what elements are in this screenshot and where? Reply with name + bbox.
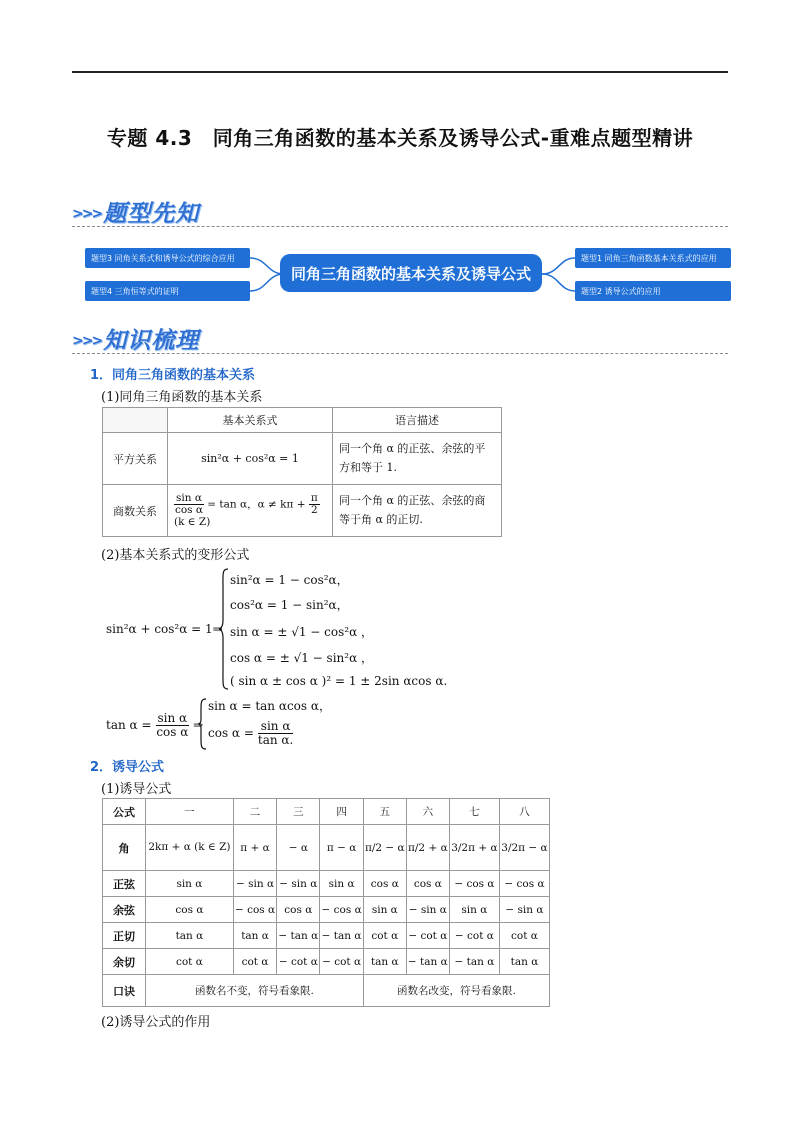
tan-identity-lhs xyxy=(106,712,203,738)
section2-heading: 2．诱导公式 xyxy=(90,760,165,775)
table-cell: cot α xyxy=(233,949,276,975)
identity-case-2: cos²α = 1 − sin²α， xyxy=(230,598,349,612)
table-cell: cos α xyxy=(277,897,320,923)
tan-case-2 xyxy=(208,720,293,746)
frac-denominator: tan α. xyxy=(257,732,294,747)
table-cell: sin α xyxy=(449,897,499,923)
frac-denominator: 2 xyxy=(311,504,318,516)
table-cell: − cos α xyxy=(233,897,276,923)
frac-denominator: cos α xyxy=(174,504,203,516)
section2-sub2: (2)诱导公式的作用 xyxy=(101,1015,211,1030)
left-brace-icon xyxy=(197,698,207,750)
table-cell: tan α xyxy=(146,923,234,949)
table-cell: cos α xyxy=(406,871,449,897)
header-col-8: 八 xyxy=(499,799,549,825)
section2-sub1: (1)诱导公式 xyxy=(101,782,172,797)
row-quotient-relation-formula xyxy=(168,485,333,537)
angle-2: π + α xyxy=(233,825,276,871)
table-cell: − sin α xyxy=(277,871,320,897)
identity-case-5: ( sin α ± cos α )² = 1 ± 2sin αcos α. xyxy=(230,674,448,688)
frac-numerator: sin α xyxy=(176,491,202,504)
formula-condition: (k ∈ Z) xyxy=(174,516,211,529)
table-cell: − tan α xyxy=(320,923,363,949)
angle-7: 3/2π + α xyxy=(449,825,499,871)
row-quotient-relation-name: 商数关系 xyxy=(103,485,168,537)
table-cell: − tan α xyxy=(277,923,320,949)
section-divider xyxy=(72,226,728,227)
mindmap-item-type2: 题型2 诱导公式的应用 xyxy=(575,281,731,301)
frac-numerator: sin α xyxy=(157,711,188,725)
frac-denominator: cos α xyxy=(156,724,189,739)
header-col-2: 二 xyxy=(233,799,276,825)
mindmap-item-type3: 题型3 同角关系式和诱导公式的综合应用 xyxy=(85,248,250,268)
section1-sub2: (2)基本关系式的变形公式 xyxy=(101,548,250,563)
row-label-tangent: 正切 xyxy=(103,923,146,949)
header-col-7: 七 xyxy=(449,799,499,825)
header-col-6: 六 xyxy=(406,799,449,825)
table-header-formula: 基本关系式 xyxy=(168,408,333,433)
table-cell: cos α xyxy=(146,897,234,923)
left-brace-icon xyxy=(218,568,230,690)
table-cell: − cos α xyxy=(449,871,499,897)
table-cell: − cot α xyxy=(277,949,320,975)
table-cell: tan α xyxy=(363,949,406,975)
table-cell: − tan α xyxy=(449,949,499,975)
frac-numerator: π xyxy=(310,491,318,504)
section1-heading: 1．同角三角函数的基本关系 xyxy=(90,368,256,383)
banner-knowledge xyxy=(72,322,199,355)
mindmap-center: 同角三角函数的基本关系及诱导公式 xyxy=(280,254,542,292)
angle-4: π − α xyxy=(320,825,363,871)
document-title: 专题 4.3 同角三角函数的基本关系及诱导公式-重难点题型精讲 xyxy=(106,126,694,150)
mnemonic-changed: 函数名改变，符号看象限. xyxy=(363,975,549,1007)
header-col-3: 三 xyxy=(277,799,320,825)
angle-3: − α xyxy=(277,825,320,871)
table-header-empty xyxy=(103,408,168,433)
mindmap-item-type4: 题型4 三角恒等式的证明 xyxy=(85,281,250,301)
row-label-cosine: 余弦 xyxy=(103,897,146,923)
table-cell: − sin α xyxy=(499,897,549,923)
angle-5: π/2 − α xyxy=(363,825,406,871)
identity-case-1: sin²α = 1 − cos²α， xyxy=(230,573,349,587)
banner-knowledge-label: 知识梳理 xyxy=(103,328,200,354)
formula-text: = tan α，α ≠ kπ + xyxy=(207,498,309,511)
table-cell: cos α xyxy=(363,871,406,897)
implies-arrow: ⇒ xyxy=(193,718,204,733)
table-cell: cot α xyxy=(499,923,549,949)
header-formula: 公式 xyxy=(103,799,146,825)
mindmap-item-type1: 题型1 同角三角函数基本关系式的应用 xyxy=(575,248,731,268)
tan-case-2-text: cos α = xyxy=(208,726,254,741)
table-cell: cot α xyxy=(146,949,234,975)
section1-sub1: (1)同角三角函数的基本关系 xyxy=(101,390,263,405)
table-header-description: 语言描述 xyxy=(333,408,502,433)
row-square-relation-formula: sin²α + cos²α = 1 xyxy=(168,433,333,485)
mnemonic-unchanged: 函数名不变，符号看象限. xyxy=(146,975,364,1007)
triple-arrow-icon: >>> xyxy=(72,206,102,222)
row-label-sine: 正弦 xyxy=(103,871,146,897)
angle-label: 角 xyxy=(103,825,146,871)
basic-relation-table xyxy=(102,407,502,537)
table-cell: − cot α xyxy=(406,923,449,949)
header-rule xyxy=(72,71,728,73)
banner-question-types xyxy=(72,195,199,228)
header-col-4: 四 xyxy=(320,799,363,825)
row-label-cotangent: 余切 xyxy=(103,949,146,975)
row-label-mnemonic: 口诀 xyxy=(103,975,146,1007)
table-cell: − cos α xyxy=(499,871,549,897)
identity-lhs: sin²α + cos²α = 1⇒ xyxy=(106,622,223,636)
row-square-relation-name: 平方关系 xyxy=(103,433,168,485)
table-cell: − sin α xyxy=(233,871,276,897)
row-square-relation-description: 同一个角 α 的正弦、余弦的平方和等于 1. xyxy=(333,433,502,485)
induction-formula-table xyxy=(102,798,550,1007)
identity-case-4: cos α = ± √1 − sin²α ， xyxy=(230,651,373,665)
section-divider xyxy=(72,353,728,354)
table-cell: − tan α xyxy=(406,949,449,975)
tan-lhs-text: tan α = xyxy=(106,718,152,733)
table-cell: − cot α xyxy=(449,923,499,949)
table-cell: − cos α xyxy=(320,897,363,923)
table-cell: − cot α xyxy=(320,949,363,975)
header-col-5: 五 xyxy=(363,799,406,825)
banner-question-types-label: 题型先知 xyxy=(103,201,200,227)
row-quotient-relation-description: 同一个角 α 的正弦、余弦的商等于角 α 的正切. xyxy=(333,485,502,537)
table-cell: cot α xyxy=(363,923,406,949)
table-cell: − sin α xyxy=(406,897,449,923)
header-col-1: 一 xyxy=(146,799,234,825)
identity-case-3: sin α = ± √1 − cos²α ， xyxy=(230,625,373,639)
angle-6: π/2 + α xyxy=(406,825,449,871)
angle-1: 2kπ + α (k ∈ Z) xyxy=(146,825,234,871)
tan-case-1: sin α = tan αcos α， xyxy=(208,699,331,713)
triple-arrow-icon: >>> xyxy=(72,333,102,349)
frac-numerator: sin α xyxy=(258,720,293,734)
table-cell: sin α xyxy=(146,871,234,897)
table-cell: tan α xyxy=(499,949,549,975)
table-cell: tan α xyxy=(233,923,276,949)
angle-8: 3/2π − α xyxy=(499,825,549,871)
table-cell: sin α xyxy=(363,897,406,923)
table-cell: sin α xyxy=(320,871,363,897)
